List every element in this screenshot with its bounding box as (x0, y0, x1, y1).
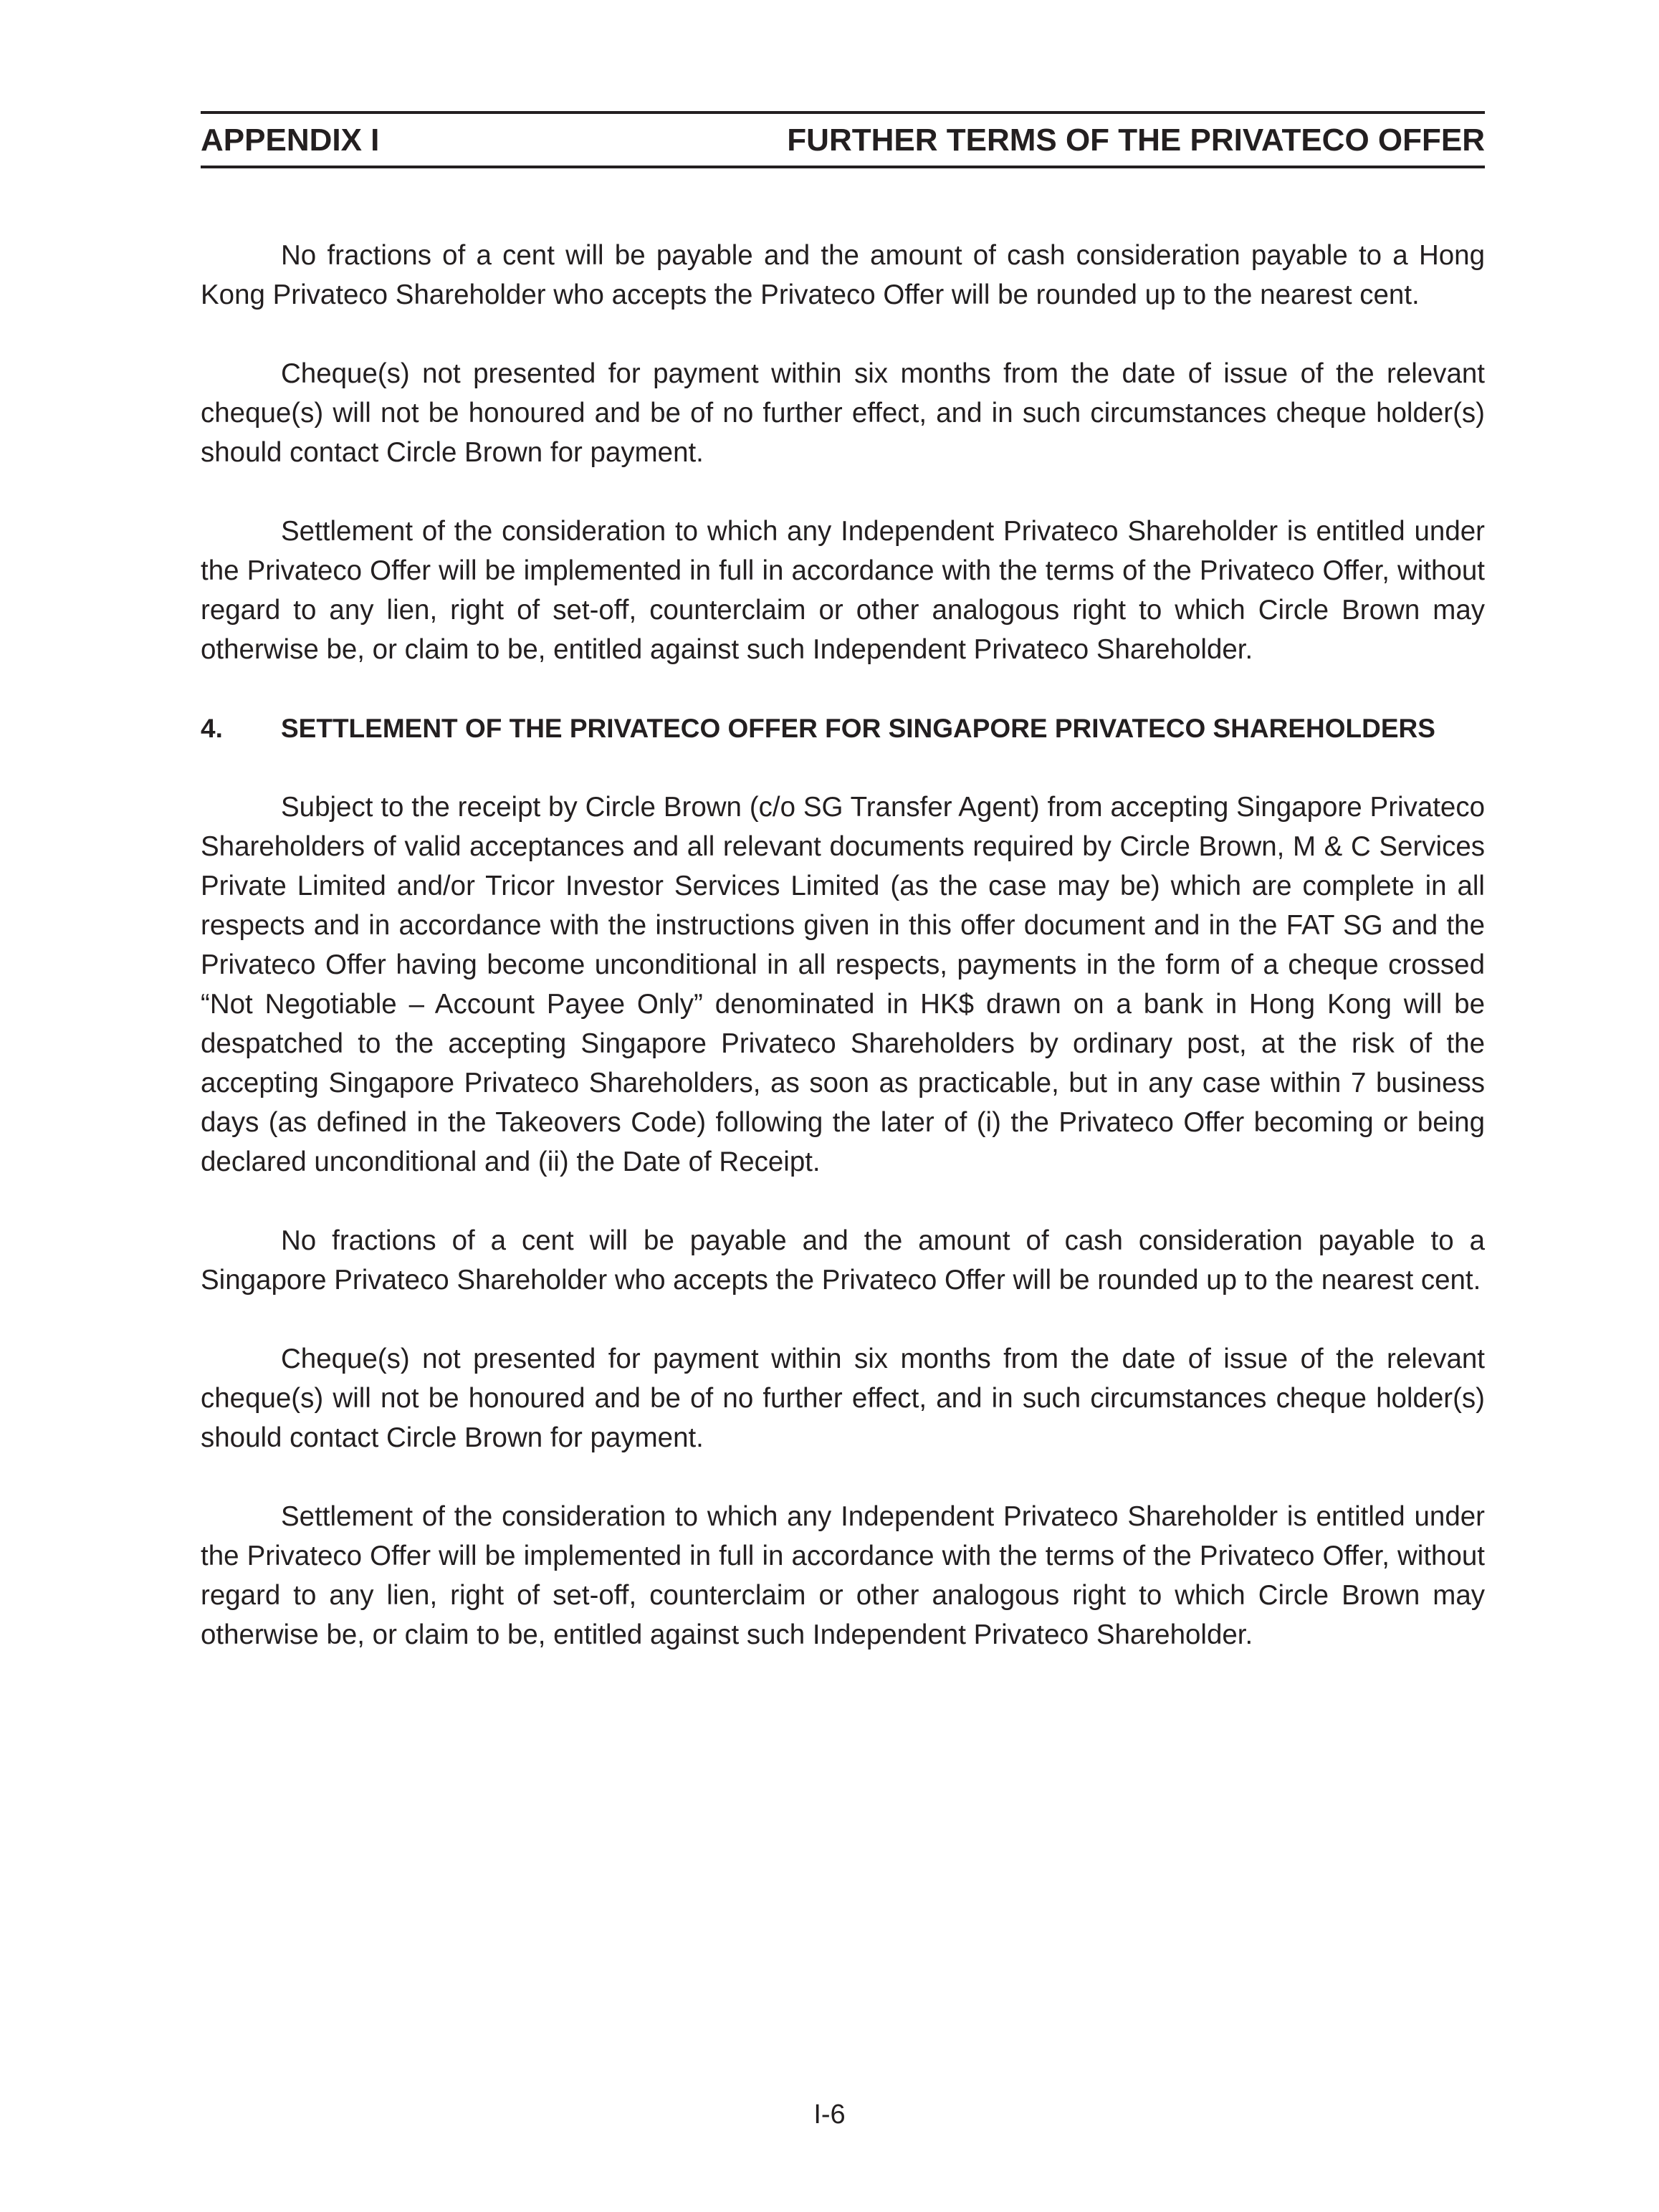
page-header (201, 111, 1485, 168)
paragraph: Cheque(s) not presented for payment within six months from the date of issue of the relevant cheque(s) will not be honoured and be of no further effect, and in such circumstances cheque holder(s) should contact Circle Brown for payment. (201, 1344, 1485, 1453)
appendix-title: FURTHER TERMS OF THE PRIVATECO OFFER (787, 123, 1485, 158)
section-number: 4. (201, 714, 223, 743)
paragraph: Subject to the receipt by Circle Brown (c/o SG Transfer Agent) from accepting Singapore Privateco Shareholders of valid acceptances and all relevant documents required by Circle Brown, M & C Services Private Limited and/or Tricor Investor Services Limited (as the case may be) which are complete in all respects and in accordance with the instructions given in this offer document and in the FAT SG and the Privateco Offer having become unconditional in all respects, payments in the form of a cheque crossed “Not Negotiable – Account Payee Only” denominated in HK$ drawn on a bank in Hong Kong will be despatched to the accepting Singapore Privateco Shareholders by ordinary post, at the risk of the accepting Singapore Privateco Shareholders, as soon as practicable, but in any case within 7 business days (as defined in the Takeovers Code) following the later of (i) the Privateco Offer becoming or being declared unconditional and (ii) the Date of Receipt. (201, 792, 1485, 1177)
appendix-label: APPENDIX I (201, 123, 380, 158)
section-title: SETTLEMENT OF THE PRIVATECO OFFER FOR SINGAPORE PRIVATECO SHAREHOLDERS (281, 714, 1435, 743)
document-body (201, 168, 1485, 1655)
document-page (201, 111, 1485, 1694)
paragraph: Settlement of the consideration to which any Independent Privateco Shareholder is entitled under the Privateco Offer will be implemented in full in accordance with the terms of the Privateco Offer, without regard to any lien, right of set-off, counterclaim or other analogous right to which Circle Brown may otherwise be, or claim to be, entitled against such Independent Privateco Shareholder. (201, 516, 1485, 665)
page-number: I-6 (813, 2100, 846, 2130)
paragraph: No fractions of a cent will be payable and the amount of cash consideration payable to a Singapore Privateco Shareholder who accepts the Privateco Offer will be rounded up to the nearest cent. (201, 1225, 1485, 1296)
paragraph: No fractions of a cent will be payable and the amount of cash consideration payable to a Hong Kong Privateco Shareholder who accepts the Privateco Offer will be rounded up to the nearest cent. (201, 240, 1485, 310)
section-heading (201, 709, 1485, 748)
paragraph: Cheque(s) not presented for payment within six months from the date of issue of the relevant cheque(s) will not be honoured and be of no further effect, and in such circumstances cheque holder(s) should contact Circle Brown for payment. (201, 358, 1485, 468)
paragraph: Settlement of the consideration to which any Independent Privateco Shareholder is entitled under the Privateco Offer will be implemented in full in accordance with the terms of the Privateco Offer, without regard to any lien, right of set-off, counterclaim or other analogous right to which Circle Brown may otherwise be, or claim to be, entitled against such Independent Privateco Shareholder. (201, 1501, 1485, 1650)
